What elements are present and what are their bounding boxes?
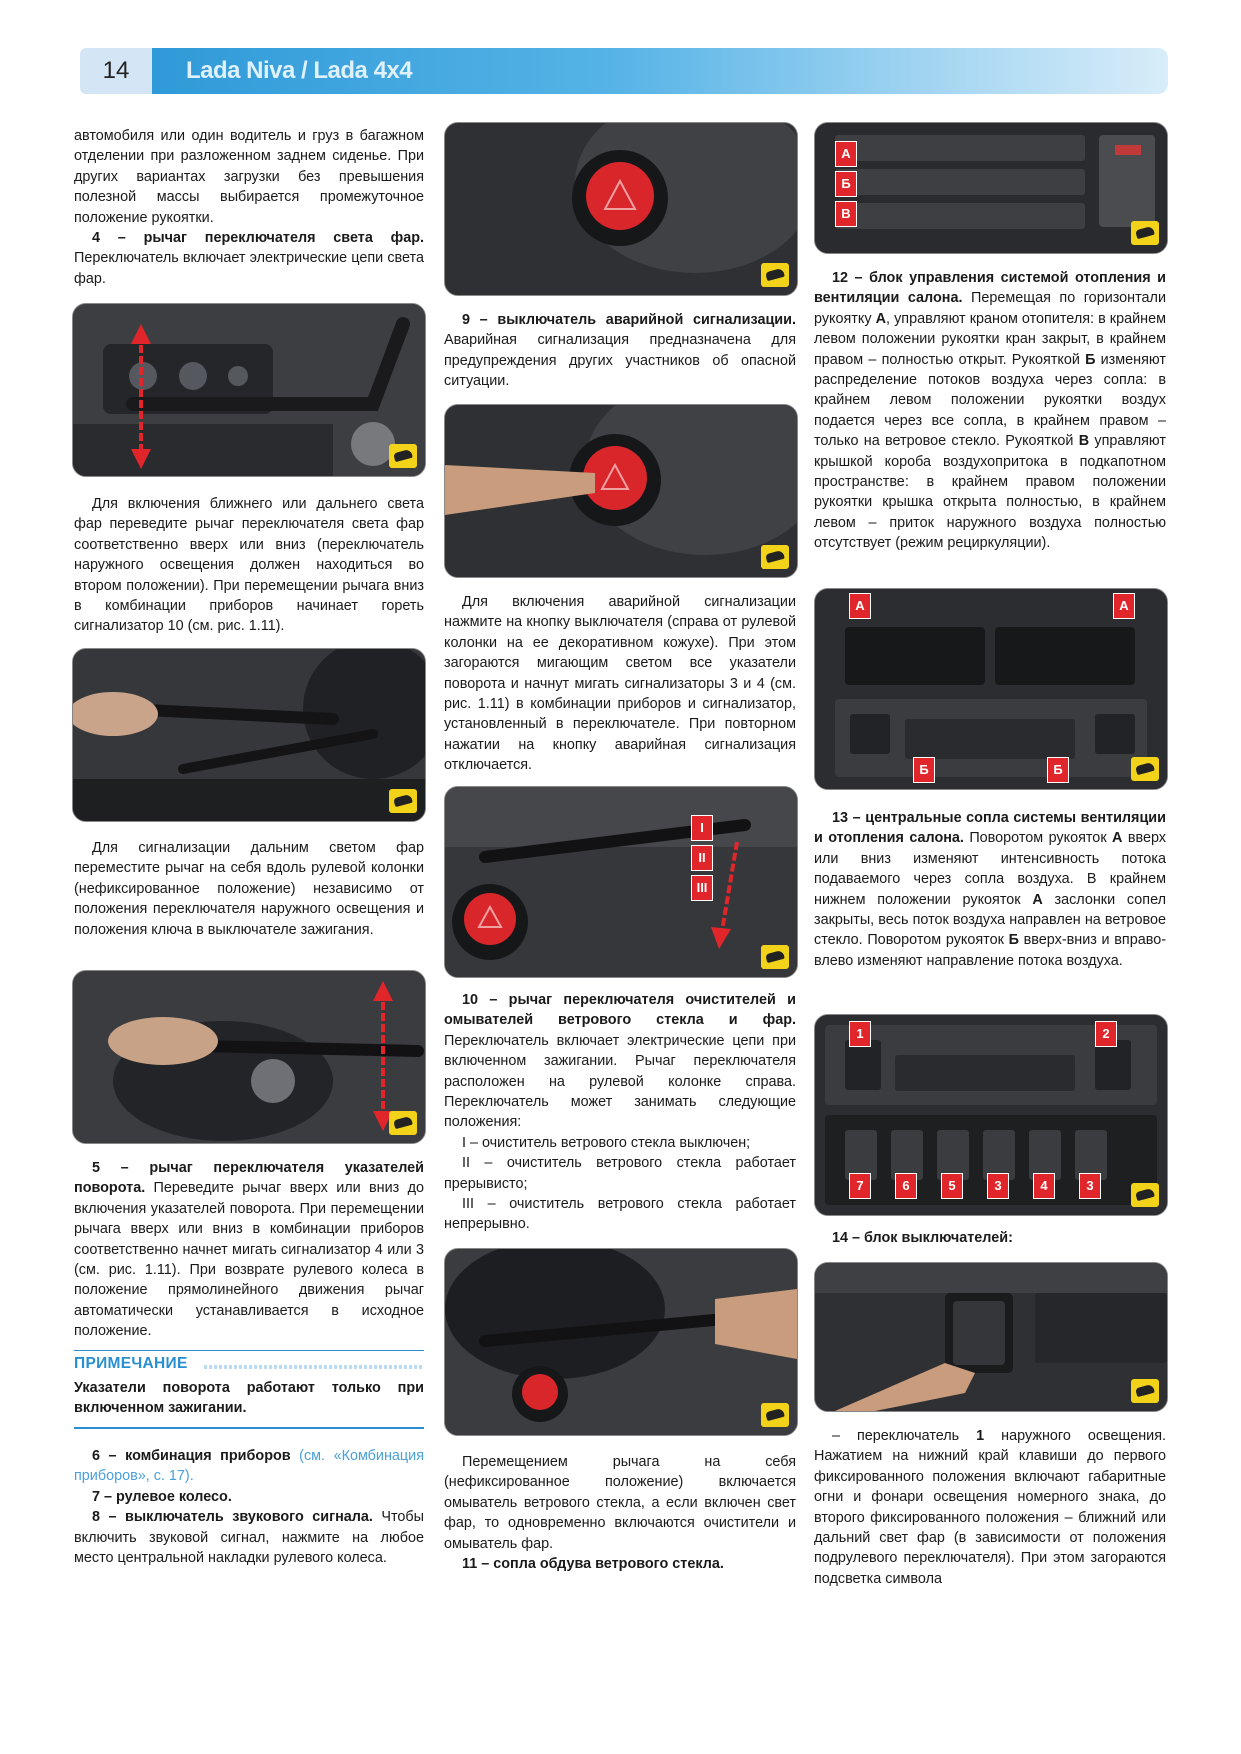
item-7: 7 – рулевое колесо. — [92, 1488, 232, 1505]
heater-marker: А — [835, 141, 857, 167]
photo-hazard-press — [444, 404, 798, 578]
col1-bottom-items — [74, 1446, 424, 1568]
wiper-position-marker: II — [691, 845, 713, 871]
item-11: 11 – сопла обдува ветрового стекла. — [462, 1556, 724, 1573]
photo-high-beam-lever — [72, 648, 426, 822]
item-13: 13 – центральные сопла системы вентиляции и отопления салона. Поворотом рукояток А вверх или вниз изменяют интенсивность потока подаваемого через сопла воздуха. В крайнем нижнем положении рукояток А заслонки сопел закрыты, весь поток воздуха направлен на ветровое стекло. Поворотом рукояток Б вверх-вниз и вправо-влево изменяют направление потока воздуха. — [814, 810, 1166, 969]
item-5-text: Переведите рычаг вверх или вниз до включения указателей поворота. При перемещении рычага вверх или вниз в комбинации приборов соответственно начнет мигать сигнализатор 4 или 3 (см. рис. 1.11). При возврате рулевого колеса в положение прямолинейного движения рычаг автоматически устанавливается в исходное положение. — [74, 1180, 424, 1340]
paragraph: автомобиля или один водитель и груз в багажном отделении при разложенном заднем сиденье. При других вариантах загрузки без превышения полезной массы выбирается промежуточное положение рукоятки. — [74, 128, 424, 226]
item-13-title: 13 – центральные сопла системы вентиляции и отопления салона. — [814, 810, 1166, 847]
item-10-text: Переключатель включает электрические цепи при включенном зажигании. Рычаг переключателя расположен на рулевой колонке справа. Переключатель может занимать следующие положения: — [444, 1032, 796, 1131]
col3-item12 — [814, 268, 1166, 554]
car-icon — [1131, 1183, 1159, 1207]
col1-top-text — [74, 126, 424, 289]
note-text: Указатели поворота работают только при включенном зажигании. — [74, 1378, 424, 1429]
car-icon — [389, 789, 417, 813]
item-9-text: Аварийная сигнализация предназначена для предупреждения других участников об опасной ситуации. — [444, 332, 796, 390]
wiper-position-marker: I — [691, 815, 713, 841]
item-10 — [444, 990, 796, 1133]
vent-marker: А — [1113, 593, 1135, 619]
wiper-pos-3: III – очиститель ветрового стекла работает непрерывно. — [444, 1196, 796, 1233]
item-5-title: 5 – рычаг переключателя указателей поворота. — [74, 1160, 424, 1197]
item-14-switch-1: – переключатель 1 наружного освещения. Нажатием на нижний край клавиши до первого фиксированного положения включают габаритные огни и фонари освещения номерного знака, до второго фиксированного положения – ближний или дальний свет фар (в зависимости от положения подрулевого переключателя). При этом загораются подсветка символа — [814, 1428, 1166, 1587]
item-6-title: 6 – комбинация приборов — [92, 1448, 291, 1464]
col1-caption1 — [74, 494, 424, 637]
photo-central-vents — [814, 588, 1168, 790]
vent-marker: Б — [1047, 757, 1069, 783]
item-5 — [74, 1158, 424, 1342]
running-title: Lada Niva / Lada 4x4 — [186, 57, 413, 84]
car-icon — [389, 444, 417, 468]
car-icon — [389, 1111, 417, 1135]
page-header — [80, 48, 1168, 94]
item-4 — [74, 228, 424, 289]
col3-item14 — [814, 1228, 1166, 1248]
car-icon — [761, 945, 789, 969]
vent-marker: Б — [913, 757, 935, 783]
col2-item9 — [444, 310, 796, 392]
caption: Перемещением рычага на себя (нефиксированное положение) включается омыватель ветрового стекла, а если включен свет фар, то одновременно включаются очистители и омыватель фар. — [444, 1454, 796, 1552]
item-8-text: Чтобы включить звуковой сигнал, нажмите на любое место центральной накладки рулевого колеса. — [74, 1509, 424, 1567]
car-icon — [761, 1403, 789, 1427]
switch-marker: 3 — [987, 1173, 1009, 1199]
item-4-text: Переключатель включает электрические цепи света фар. — [74, 250, 424, 287]
item-9-title: 9 – выключатель аварийной сигнализации. — [462, 312, 796, 328]
heater-marker: В — [835, 201, 857, 227]
car-icon — [1131, 221, 1159, 245]
item-9 — [444, 310, 796, 392]
switch-marker: 2 — [1095, 1021, 1117, 1047]
photo-heater-control — [814, 122, 1168, 254]
photo-headlight-lever — [72, 303, 426, 477]
wiper-pos-1: I – очиститель ветрового стекла выключен; — [462, 1134, 751, 1151]
photo-wiper-lever — [444, 786, 798, 978]
photo-exterior-light-switch — [814, 1262, 1168, 1412]
title-bar — [152, 48, 1168, 94]
switch-marker: 4 — [1033, 1173, 1055, 1199]
col3-item13 — [814, 808, 1166, 971]
switch-marker: 1 — [849, 1021, 871, 1047]
item-4-title: 4 – рычаг переключателя света фар. — [92, 230, 424, 247]
caption: Для сигнализации дальним светом фар переместите рычаг на себя вдоль рулевой колонки (нефиксированное положение) независимо от положения переключателя наружного освещения и положения ключа в выключателе зажигания. — [74, 840, 424, 938]
col2-caption1 — [444, 592, 796, 776]
photo-switch-block — [814, 1014, 1168, 1216]
col1-item5 — [74, 1158, 424, 1342]
switch-marker: 5 — [941, 1173, 963, 1199]
switch-marker: 7 — [849, 1173, 871, 1199]
page-number: 14 — [80, 48, 152, 94]
photo-hazard-switch — [444, 122, 798, 296]
item-10-title: 10 – рычаг переключателя очистителей и омывателей ветрового стекла и фар. — [444, 992, 796, 1029]
item-14: 14 – блок выключателей: — [832, 1230, 1013, 1246]
caption: Для включения аварийной сигнализации нажмите на кнопку выключателя (справа от рулевой колонки на ее декоративном кожухе). При этом загораются мигающим светом все указатели поворота и начнут мигать сигнализаторы 3 и 4 (см. рис. 1.11) в комбинации приборов и сигнализатор, установленный в переключателе. При повторном нажатии на кнопку аварийная сигнализация отключается. — [444, 594, 796, 774]
vent-marker: А — [849, 593, 871, 619]
col3-last-paragraph — [814, 1426, 1166, 1589]
item-8-title: 8 – выключатель звукового сигнала. — [92, 1509, 373, 1526]
car-icon — [761, 263, 789, 287]
item-6 — [74, 1446, 424, 1487]
switch-marker: 3 — [1079, 1173, 1101, 1199]
item-12-title: 12 – блок управления системой отопления и вентиляции салона. — [814, 270, 1166, 307]
car-icon — [1131, 1379, 1159, 1403]
col1-caption2 — [74, 838, 424, 940]
photo-turn-signal-lever — [72, 970, 426, 1144]
car-icon — [761, 545, 789, 569]
heater-marker: Б — [835, 171, 857, 197]
col2-item10 — [444, 990, 796, 1235]
item-12: 12 – блок управления системой отопления и вентиляции салона. Перемещая по горизонтали рукоятку А, управляют краном отопителя: в крайнем левом положении рукоятки кран закрыт, в крайнем правом – полностью открыт. Рукояткой Б изменяют распределение потоков воздуха через сопла: в крайнем левом положении рукоятки воздух подается через все сопла, в крайнем правом – только на ветровое стекло. Рукояткой В управляют крышкой короба воздухопритока в подкапотном пространстве: в крайнем правом положении рукоятки крышка открыта полностью, в крайнем левом – приток наружного воздуха полностью отсутствует (режим рециркуляции). — [814, 270, 1166, 552]
switch-marker: 6 — [895, 1173, 917, 1199]
note-heading: ПРИМЕЧАНИЕ — [74, 1350, 424, 1377]
car-icon — [1131, 757, 1159, 781]
photo-washer-lever — [444, 1248, 798, 1436]
item-6-link[interactable]: (см. «Комбинация приборов», с. 17). — [74, 1448, 424, 1485]
wiper-pos-2: II – очиститель ветрового стекла работает прерывисто; — [444, 1155, 796, 1192]
wiper-position-marker: III — [691, 875, 713, 901]
caption: Для включения ближнего или дальнего света фар переведите рычаг переключателя света фар соответственно вверх или вниз (переключатель наружного освещения должен находиться во втором положении). При перемещении рычага вниз в комбинации приборов начинает гореть сигнализатор 10 (см. рис. 1.11). — [74, 496, 424, 635]
item-8 — [74, 1507, 424, 1568]
col2-caption2 — [444, 1452, 796, 1574]
